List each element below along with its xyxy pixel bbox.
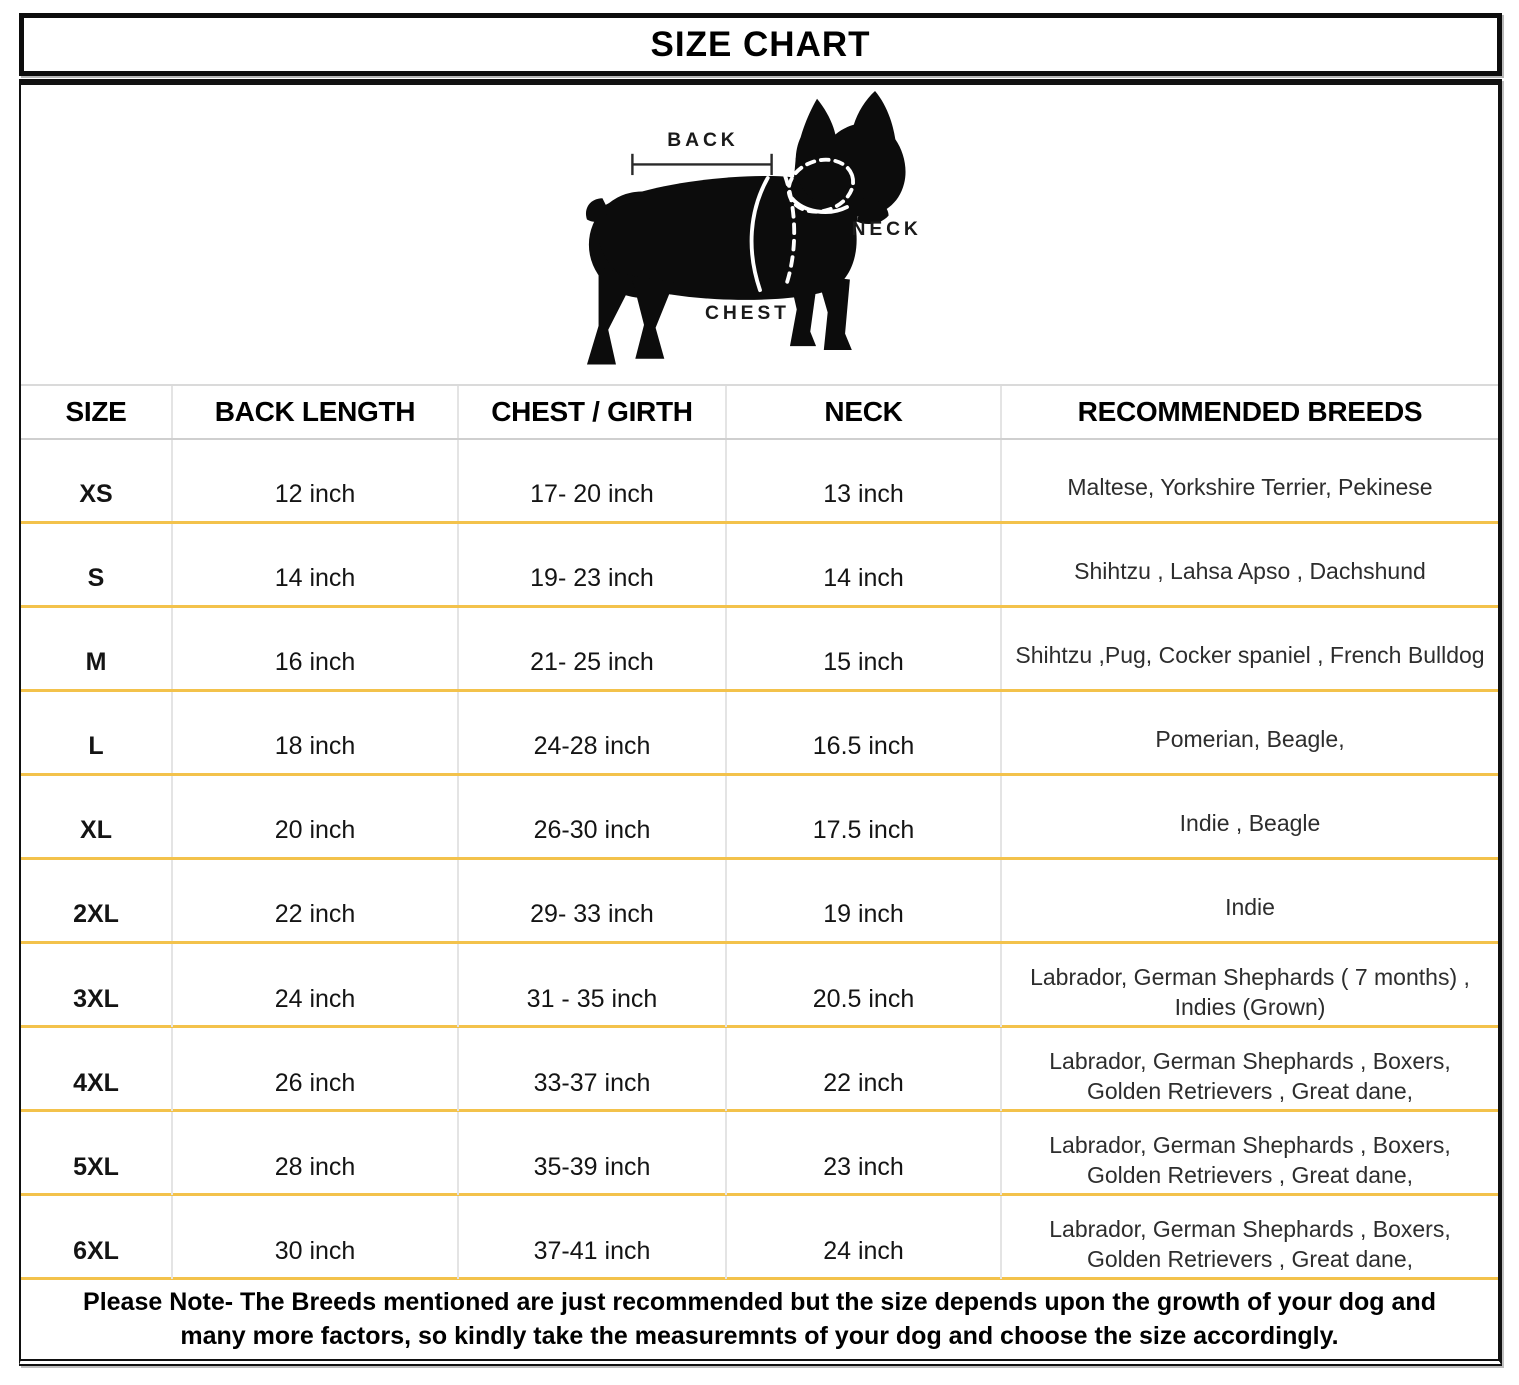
table-row (21, 1028, 1498, 1112)
cell-size: 6XL (73, 1236, 119, 1265)
cell-back: 28 inch (171, 1112, 457, 1195)
cell-chest: 26-30 inch (457, 776, 725, 857)
table-row (21, 524, 1498, 608)
cell-neck: 23 inch (725, 1112, 1000, 1195)
cell-chest: 24-28 inch (457, 692, 725, 773)
dog-silhouette-image (527, 90, 993, 380)
back-label: BACK (666, 129, 739, 151)
cell-breeds: Labrador, German Shephards , Boxers, Golden Retrievers , Great dane, (1000, 1196, 1498, 1279)
neck-label: NECK (851, 218, 922, 240)
cell-back: 12 inch (171, 440, 457, 521)
cell-neck: 24 inch (725, 1196, 1000, 1279)
cell-chest: 17- 20 inch (457, 440, 725, 521)
cell-breeds: Indie (1000, 860, 1498, 941)
cell-neck: 22 inch (725, 1028, 1000, 1111)
cell-back: 18 inch (171, 692, 457, 773)
size-table (21, 386, 1498, 1280)
cell-size: 5XL (73, 1152, 119, 1181)
cell-back: 16 inch (171, 608, 457, 689)
cell-size: S (87, 564, 105, 592)
cell-size: 2XL (73, 900, 119, 928)
table-row (21, 776, 1498, 860)
table-body (21, 440, 1498, 1280)
table-row (21, 608, 1498, 692)
cell-size: XS (79, 480, 113, 508)
chest-label: CHEST (704, 302, 790, 324)
cell-size: XL (80, 816, 112, 844)
header-neck: NECK (725, 386, 1000, 438)
cell-neck: 15 inch (725, 608, 1000, 689)
cell-chest: 29- 33 inch (457, 860, 725, 941)
cell-neck: 13 inch (725, 440, 1000, 521)
note-text: Please Note- The Breeds mentioned are just recommended but the size depends upon the growth of your dog and many more factors, so kindly take the measuremnts of your dog and choose the size accordingly. (83, 1287, 1436, 1350)
cell-size: M (85, 648, 107, 676)
cell-back: 20 inch (171, 776, 457, 857)
cell-back: 24 inch (171, 944, 457, 1027)
cell-breeds: Labrador, German Shephards ( 7 months) , Indies (Grown) (1000, 944, 1498, 1027)
cell-back: 26 inch (171, 1028, 457, 1111)
page-title: SIZE CHART (650, 24, 871, 64)
cell-size: L (88, 732, 104, 760)
cell-back: 22 inch (171, 860, 457, 941)
table-row (21, 944, 1498, 1028)
cell-chest: 37-41 inch (457, 1196, 725, 1279)
table-row (21, 1196, 1498, 1280)
table-row (21, 860, 1498, 944)
cell-size: 3XL (73, 984, 119, 1013)
cell-neck: 14 inch (725, 524, 1000, 605)
table-row (21, 440, 1498, 524)
cell-back: 30 inch (171, 1196, 457, 1279)
dog-measurement-diagram (21, 85, 1498, 386)
back-measure-line (632, 153, 771, 174)
cell-neck: 20.5 inch (725, 944, 1000, 1027)
cell-neck: 17.5 inch (725, 776, 1000, 857)
cell-chest: 31 - 35 inch (457, 944, 725, 1027)
header-size: SIZE (65, 396, 127, 427)
cell-breeds: Indie , Beagle (1000, 776, 1498, 857)
header-recommended-breeds: RECOMMENDED BREEDS (1000, 386, 1498, 438)
header-back-length: BACK LENGTH (171, 386, 457, 438)
cell-back: 14 inch (171, 524, 457, 605)
cell-breeds: Pomerian, Beagle, (1000, 692, 1498, 773)
cell-size: 4XL (73, 1068, 119, 1097)
cell-chest: 19- 23 inch (457, 524, 725, 605)
cell-neck: 19 inch (725, 860, 1000, 941)
cell-chest: 21- 25 inch (457, 608, 725, 689)
cell-chest: 35-39 inch (457, 1112, 725, 1195)
header-chest-girth: CHEST / GIRTH (457, 386, 725, 438)
cell-neck: 16.5 inch (725, 692, 1000, 773)
table-header-row (21, 386, 1498, 440)
cell-chest: 33-37 inch (457, 1028, 725, 1111)
cell-breeds: Shihtzu ,Pug, Cocker spaniel , French Bulldog (1000, 608, 1498, 689)
cell-breeds: Labrador, German Shephards , Boxers, Golden Retrievers , Great dane, (1000, 1112, 1498, 1195)
table-row (21, 692, 1498, 776)
chart-box (19, 79, 1502, 1366)
cell-breeds: Shihtzu , Lahsa Apso , Dachshund (1000, 524, 1498, 605)
title-box (19, 13, 1502, 76)
table-row (21, 1112, 1498, 1196)
cell-breeds: Maltese, Yorkshire Terrier, Pekinese (1000, 440, 1498, 521)
cell-breeds: Labrador, German Shephards , Boxers, Golden Retrievers , Great dane, (1000, 1028, 1498, 1111)
